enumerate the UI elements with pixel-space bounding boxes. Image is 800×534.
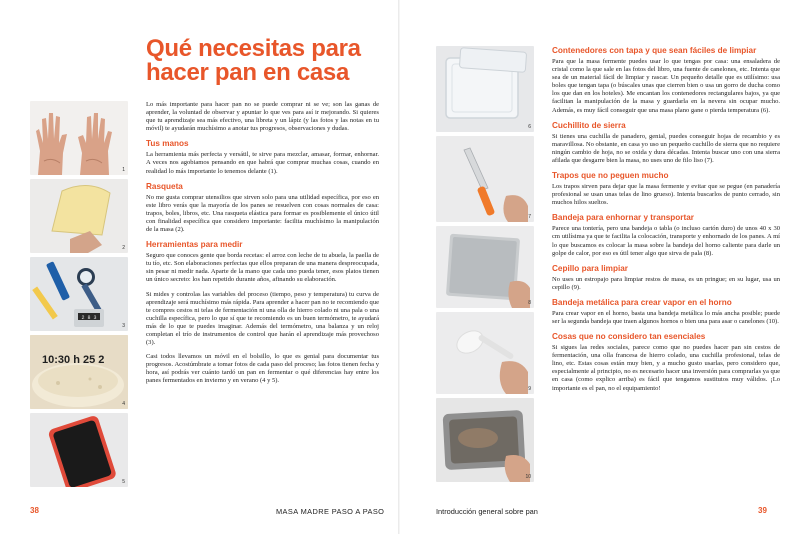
heading-bandeja-enhornar: Bandeja para enhornar y transportar: [552, 213, 694, 223]
body-cuchillito: Si tienes una cuchilla de panadero, genial, puedes conseguir hojas de recambio y es maravillosa. No obstante, en casa yo uso un pequeño cuchillo de sierra que no requiere ningún cambio de hoja, no se oxida y dura décadas. Intenta buscar uno con una sierra afilada que desgarre bien la masa, no uses uno de filo liso (7).: [552, 132, 780, 164]
photo-hands: [30, 101, 128, 175]
svg-text:2 8 3: 2 8 3: [81, 315, 97, 321]
right-page: [400, 0, 800, 534]
heading-herramientas-medir: Herramientas para medir: [146, 240, 243, 250]
photo-brush: [436, 312, 534, 394]
body-cepillo: No uses un estropajo para limpiar restos de masa, es un pringue; en su lugar, usa un cepillo (9).: [552, 275, 780, 291]
heading-no-esenciales: Cosas que no considero tan esenciales: [552, 332, 706, 342]
body-no-esenciales: Si sigues las redes sociales, parece como que no puedes hacer pan sin cestos de fermentación, una olla francesa de hierro colado, una cuchilla profesional, telas de lino, etc. Estas cosas están muy bien, y a mucho gusto usarlas, pero considero que, especialmente al principio, no es necesario hacer una inversión para comprarlas ya que en casa (como explico arriba) es fácil que tengamos sustitutos muy válidos. ¡Lo importante es el pan, no el equipamiento!: [552, 344, 780, 392]
heading-contenedores: Contenedores con tapa y que sean fáciles de limpiar: [552, 46, 757, 55]
photo-caption: 1: [122, 167, 125, 173]
photo-metal-tray: [436, 398, 534, 482]
body-tus-manos: La herramienta más perfecta y versátil, te sirve para mezclar, amasar, formar, enhornar. A veces nos agobiamos pensando en que habrá que comprar muchas cosas, cuando en realidad lo más importante lo tenemos delante (1).: [146, 151, 379, 175]
running-title-left: MASA MADRE PASO A PASO: [276, 507, 385, 516]
photo-caption: 10: [525, 474, 531, 480]
photo-serrated-knife: [436, 136, 534, 222]
left-text-column: [146, 101, 379, 392]
title-line-1: Qué necesitas para: [146, 35, 361, 62]
photo-caption: 3: [122, 323, 125, 329]
timer-handwriting: 10:30 h 25 2: [42, 354, 105, 366]
photo-scraper: [30, 179, 128, 253]
page-title: [146, 37, 386, 85]
body-rasqueta: No me gusta comprar utensilios que sirven solo para una utilidad específica, por eso en este libro verás que la mayoría de los panes se resuelven con cosas normales de casa: trapos, boles, libros, etc. Una rasqueta elástica para formar es posiblemente el único útil con finalidad específica que considero importante: facilita muchísimo la manipulación de la masa (2).: [146, 193, 379, 234]
heading-trapos: Trapos que no peguen mucho: [552, 171, 669, 181]
photo-phone: [30, 413, 128, 487]
photo-caption: 4: [122, 401, 125, 407]
heading-rasqueta: Rasqueta: [146, 181, 183, 191]
body-herramientas-medir: Seguro que conoces gente que borda recetas: el arroz con leche de tu abuela, la paella de tu tío, etc. Son elaboraciones perfectas que ellos preparan de una manera despreocupada, sin pesar ni medir nada. Aparte de la mano que cada uno pueda tener, esos platos tienen un único secreto: los han repetido durante años, afinando su elaboración.: [146, 252, 379, 284]
title-line-2: hacer pan en casa: [146, 59, 350, 86]
heading-cepillo: Cepillo para limpiar: [552, 263, 628, 273]
paragraph-movil: Casi todos llevamos un móvil en el bolsillo, lo que es genial para documentar tus progresos. Acostúmbrate a tomar fotos de cada paso del proceso; las fotos tienen fecha y hora, así podrás ver cuánto tardó un pan en fermentar o qué diferencias hay entre los panes fermentados en invierno y en verano (4 y 5).: [146, 353, 379, 385]
right-text-column: [552, 46, 780, 399]
photo-caption: 6: [528, 124, 531, 130]
photo-container: [436, 46, 534, 132]
photo-dough-timer: [30, 335, 128, 409]
photo-caption: 8: [528, 300, 531, 306]
photo-caption: 5: [122, 479, 125, 485]
body-trapos: Los trapos sirven para dejar que la masa fermente y evitar que se pegue (en panadería profesional se usan unas telas de lino grueso). Intenta buscarlos de punto cerrado, sin muchos hilos sueltos.: [552, 183, 780, 207]
paragraph-variables: Si mides y controlas las variables del proceso (tiempo, peso y temperatura) tu curva de aprendizaje será muchísimo más rápida. Para aprender a hacer pan no te recomiendo que te compres cestos ni telas de fermentación ni una olla de hierro colado ni una pala o una cuchilla específica, pero lo que sí que te recomiendo es un buen termómetro, te ayudará más de lo que te puedes imaginar. Además del termómetro, una balanza y un reloj completan el trío de instrumentos de control que harán el aprendizaje más provechoso (3).: [146, 290, 379, 347]
heading-bandeja-metalica: Bandeja metálica para crear vapor en el horno: [552, 297, 732, 307]
heading-tus-manos: Tus manos: [146, 139, 189, 149]
photo-tray: [436, 226, 534, 308]
body-bandeja-enhornar: Parece una tontería, pero una bandeja o tabla (o incluso cartón duro) de unos 40 x 30 cm utilísima ya que te facilita la colocación, transporte y enhornado de los panes. A mí lo que buscamos es colocar la masa sobre la bandeja del horno caliente para darle un golpe de calor, por eso es útil tener algo que sirva de pala (8).: [552, 225, 780, 257]
body-bandeja-metalica: Para crear vapor en el horno, basta una bandeja metálica lo más ancha posible; puede ser la segunda bandeja que traen algunos hornos o bien una para asar o canelones (10).: [552, 309, 780, 325]
photo-caption: 2: [122, 245, 125, 251]
intro-paragraph: Lo más importante para hacer pan no se puede comprar ni se ve; son las ganas de aprender, la voluntad de observar y apuntar lo que ves para así ir mejorando. Si quieres que tu aprendizaje sea más efectivo, una libreta y un lápiz (y las fotos y las notas en tu móvil) te ayudarán muchísimo a anotar tus progresos, observaciones y dudas.: [146, 101, 379, 133]
photo-measuring-tools: [30, 257, 128, 331]
running-title-right: Introducción general sobre pan: [436, 507, 538, 516]
page-number-right: 39: [758, 506, 767, 515]
body-contenedores: Para que la masa fermente puedes usar lo que tengas por casa: una ensaladera de cristal como la que sale en las fotos del libro, una fuente de canelones, etc. Intenta que sea de un material fácil de limpiar y rascar. Un pequeño detalle que es utilísimo: usa boles que tengan tapa (o búscales unas que cierren bien o usa un gorro de ducha como los que dan en los hoteles). Me encantan los contenedores rectangulares bajos, ya que facilitan la manipulación de la masa y guardarla en la nevera sin ocupar mucho. Además, es muy fácil conseguir que una masa plano gane o pierda temperatura (6).: [552, 58, 780, 114]
photo-caption: 9: [528, 386, 531, 392]
heading-cuchillito: Cuchillito de sierra: [552, 120, 626, 130]
page-number-left: 38: [30, 506, 39, 515]
photo-caption: 7: [528, 214, 531, 220]
